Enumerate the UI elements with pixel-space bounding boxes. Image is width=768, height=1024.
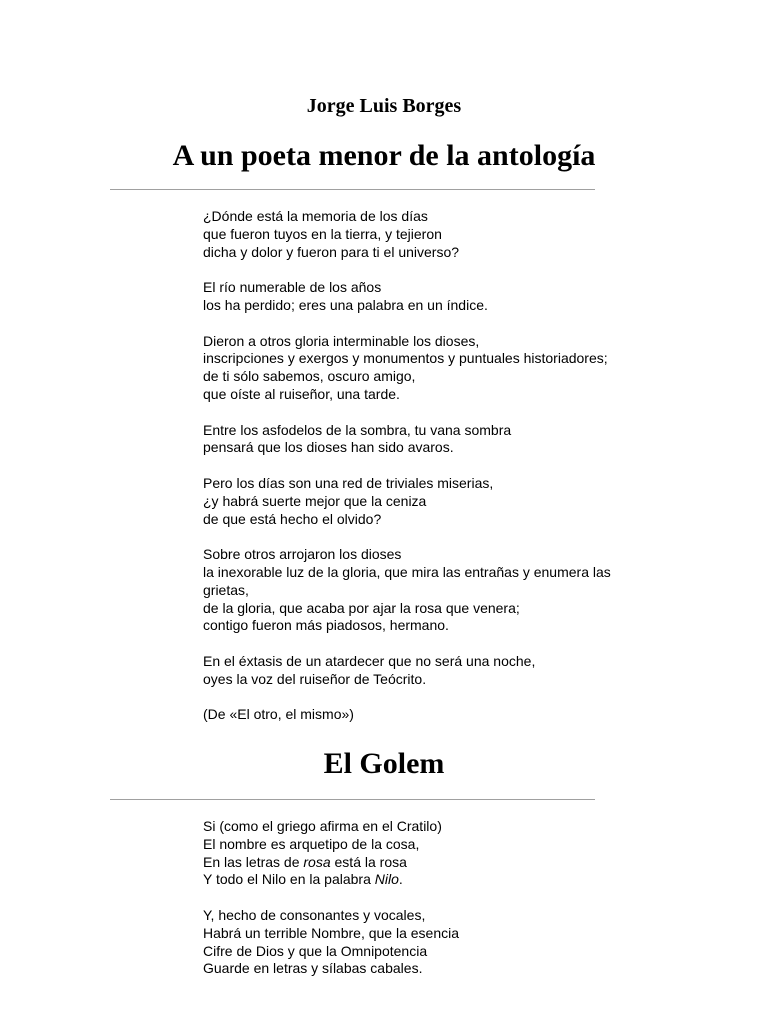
poem-line: [203, 871, 663, 889]
poem-line: de ti sólo sabemos, oscuro amigo,: [203, 368, 416, 385]
poem-line: de que está hecho el olvido?: [203, 510, 382, 527]
stanza: [203, 208, 663, 261]
italic-word: rosa: [303, 853, 331, 870]
stanza: [203, 818, 663, 889]
poem-line: Sobre otros arrojaron los dioses: [203, 546, 402, 563]
poem-line: Si (como el griego afirma en el Cratilo): [203, 818, 442, 834]
poem-line: Dieron a otros gloria interminable los dioses,: [203, 332, 480, 349]
stanza: [203, 279, 663, 315]
poem-line: dicha y dolor y fueron para ti el universo?: [203, 243, 460, 260]
poem-line: ¿y habrá suerte mejor que la ceniza: [203, 492, 427, 509]
stanza: [203, 333, 663, 404]
poem-body-el-golem: [203, 818, 663, 996]
title-divider: [110, 799, 595, 800]
poem-line: Entre los asfodelos de la sombra, tu vana sombra: [203, 421, 512, 438]
stanza: [203, 546, 663, 635]
poem-line: ¿Dónde está la memoria de los días: [203, 208, 428, 224]
poem-line: grietas,: [203, 581, 249, 598]
poem-line: inscripciones y exergos y monumentos y puntuales historiadores;: [203, 350, 608, 367]
poem-line: que oíste al ruiseñor, una tarde.: [203, 385, 400, 402]
title-divider: [110, 189, 595, 190]
stanza: [203, 475, 663, 528]
poem-line: los ha perdido; eres una palabra en un índice.: [203, 296, 488, 313]
poem-line: Y, hecho de consonantes y vocales,: [203, 906, 426, 923]
poem-title-el-golem: El Golem: [323, 747, 445, 780]
author-name: Jorge Luis Borges: [306, 95, 462, 117]
poem-line: la inexorable luz de la gloria, que mira las entrañas y enumera las: [203, 563, 611, 580]
poem-line: [203, 854, 663, 872]
line-text: En las letras de: [203, 853, 304, 870]
poem-line: El río numerable de los años: [203, 279, 382, 296]
poem-line: contigo fueron más piadosos, hermano.: [203, 617, 449, 634]
line-text: Y todo el Nilo en la palabra: [203, 871, 375, 888]
poem-title-a-un-poeta-menor: A un poeta menor de la antología: [172, 139, 596, 172]
poem-line: Cifre de Dios y que la Omnipotencia: [203, 942, 428, 959]
poem-line: El nombre es arquetipo de la cosa,: [203, 835, 420, 852]
poem-line: oyes la voz del ruiseñor de Teócrito.: [203, 670, 427, 687]
poem-line: que fueron tuyos en la tierra, y tejieron: [203, 225, 442, 242]
poem-line: de la gloria, que acaba por ajar la rosa que venera;: [203, 599, 520, 616]
line-text: está la rosa: [330, 853, 407, 870]
poem-line: Pero los días son una red de triviales miserias,: [203, 474, 494, 491]
poem-source: (De «El otro, el mismo»): [203, 706, 354, 723]
line-text: .: [398, 871, 403, 888]
stanza: [203, 653, 663, 689]
poem-line: En el éxtasis de un atardecer que no será una noche,: [203, 652, 536, 669]
poem-body-a-un-poeta-menor: [203, 208, 663, 724]
italic-word: Nilo: [374, 871, 399, 888]
poem-line: pensará que los dioses han sido avaros.: [203, 439, 454, 456]
stanza: [203, 422, 663, 458]
poem-line: Guarde en letras y sílabas cabales.: [203, 960, 423, 977]
poem-line: Habrá un terrible Nombre, que la esencia: [203, 924, 460, 941]
stanza: [203, 907, 663, 978]
